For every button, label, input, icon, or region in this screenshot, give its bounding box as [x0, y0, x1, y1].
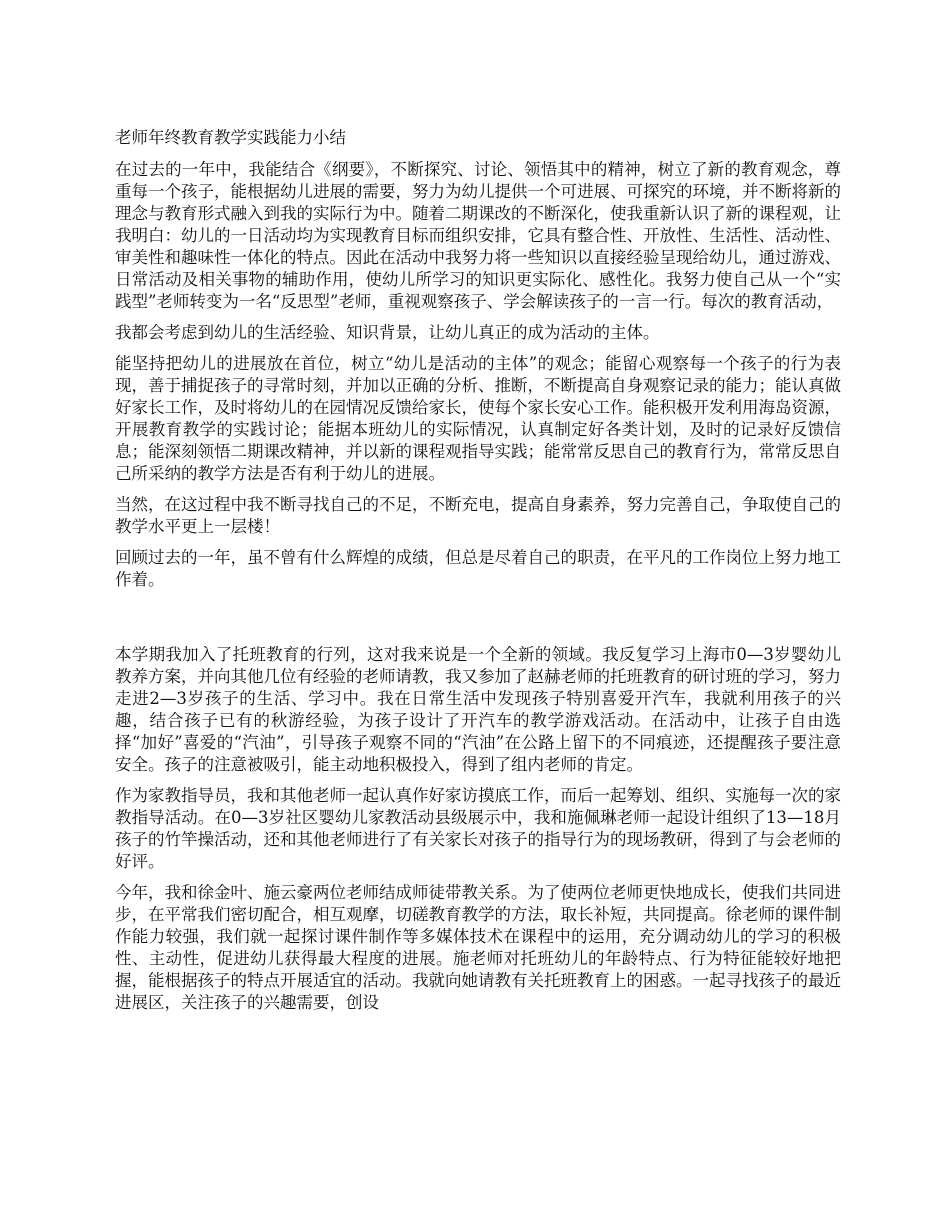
- paragraph: 在过去的一年中，我能结合《纲要》，不断探究、讨论、领悟其中的精神，树立了新的教育观念，尊重每一个孩子，能根据幼儿进展的需要，努力为幼儿提供一个可进展、可探究的环境，并不断将新的理念与教育形式融入到我的实际行为中。随着二期课改的不断深化，使我重新认识了新的课程观，让我明白：幼儿的一日活动均为实现教育目标而组织安排，它具有整合性、开放性、生活性、活动性、审美性和趣味性一体化的特点。因此在活动中我努力将一些知识以直接经验呈现给幼儿，通过游戏、日常活动及相关事物的辅助作用，使幼儿所学习的知识更实际化、感性化。我努力使自己从一个“实践型”老师转变为一名“反思型”老师，重视观察孩子、学会解读孩子的一言一行。每次的教育活动，: [115, 160, 841, 311]
- paragraph: 回顾过去的一年，虽不曾有什么辉煌的成绩，但总是尽着自己的职责，在平凡的工作岗位上努力地工作着。: [115, 548, 841, 589]
- paragraph: 本学期我加入了托班教育的行列，这对我来说是一个全新的领域。我反复学习上海市0—3岁婴幼儿教养方案，并向其他几位有经验的老师请教，我又参加了赵赫老师的托班教育的研讨班的学习，努力走进2—3岁孩子的生活、学习中。我在日常生活中发现孩子特别喜爱开汽车，我就利用孩子的兴趣，结合孩子已有的秋游经验，为孩子设计了开汽车的教学游戏活动。在活动中，让孩子自由选择“加好”喜爱的“汽油”，引导孩子观察不同的“汽油”在公路上留下的不同痕迹，还提醒孩子要注意安全。孩子的注意被吸引，能主动地积极投入，得到了组内老师的肯定。: [115, 645, 841, 774]
- paragraph: 我都会考虑到幼儿的生活经验、知识背景，让幼儿真正的成为活动的主体。: [115, 323, 660, 342]
- document-page: [115, 127, 841, 1023]
- document-title: 老师年终教育教学实践能力小结: [115, 128, 346, 147]
- paragraph: 当然，在这过程中我不断寻找自己的不足，不断充电，提高自身素养，努力完善自己，争取使自己的教学水平更上一层楼！: [115, 495, 841, 536]
- paragraph: 今年，我和徐金叶、施云豪两位老师结成师徒带教关系。为了使两位老师更快地成长，使我们共同进步，在平常我们密切配合，相互观摩，切磋教育教学的方法，取长补短，共同提高。徐老师的课件制作能力较强，我们就一起探讨课件制作等多媒体技术在课程中的运用，充分调动幼儿的学习的积极性、主动性，促进幼儿获得最大程度的进展。施老师对托班幼儿的年龄特点、行为特征能较好地把握，能根据孩子的特点开展适宜的活动。我就向她请教有关托班教育上的困惑。一起寻找孩子的最近进展区，关注孩子的兴趣需要，创设: [115, 883, 841, 1012]
- paragraph: 能坚持把幼儿的进展放在首位，树立“幼儿是活动的主体”的观念；能留心观察每一个孩子的行为表现，善于捕捉孩子的寻常时刻，并加以正确的分析、推断，不断提高自身观察记录的能力；能认真做好家长工作，及时将幼儿的在园情况反馈给家长，使每个家长安心工作。能积极开发利用海岛资源，开展教育教学的实践讨论；能据本班幼儿的实际情况，认真制定好各类计划，及时的记录好反馈信息；能深刻领悟二期课改精神，并以新的课程观指导实践；能常常反思自己的教育行为，常常反思自己所采纳的教学方法是否有利于幼儿的进展。: [115, 354, 841, 483]
- paragraph: 作为家教指导员，我和其他老师一起认真作好家访摸底工作，而后一起筹划、组织、实施每一次的家教指导活动。在0—3岁社区婴幼儿家教活动县级展示中，我和施佩琳老师一起设计组织了13—18月孩子的竹竿操活动，还和其他老师进行了有关家长对孩子的指导行为的现场教研，得到了与会老师的好评。: [115, 786, 841, 871]
- section-spacer: [115, 600, 841, 644]
